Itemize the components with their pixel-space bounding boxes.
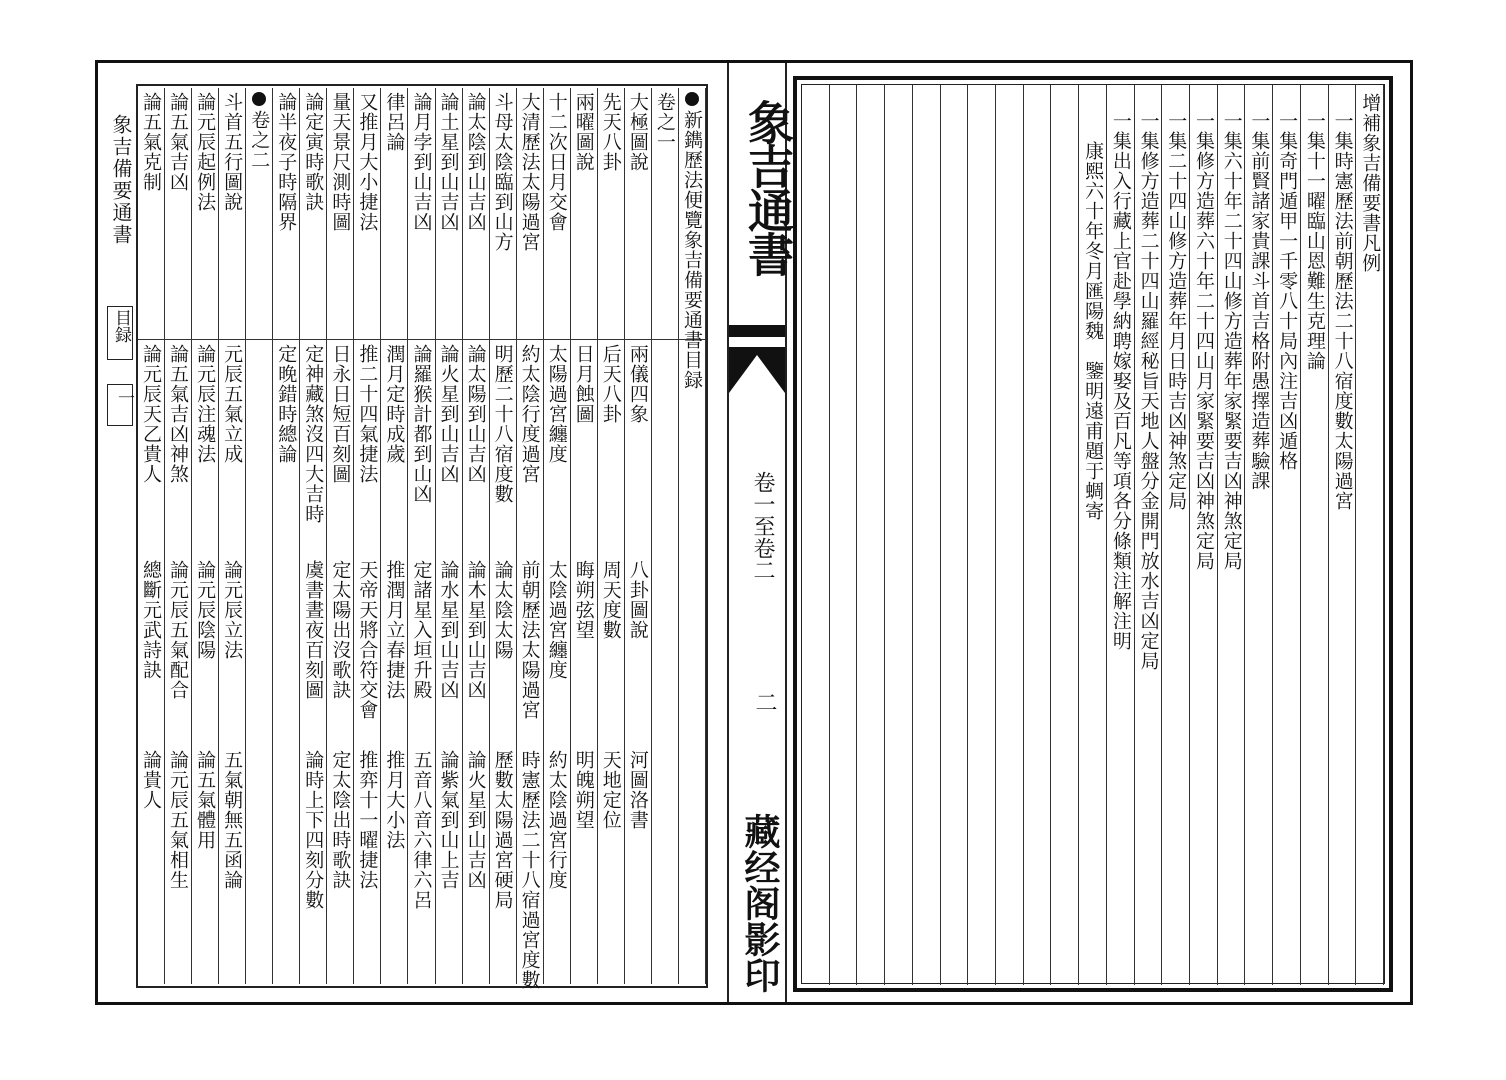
right-page xyxy=(787,68,1409,998)
toc-entry-top: 斗母太陰臨到山方 xyxy=(491,92,514,252)
preface-line: 康熙六十年冬月匯陽魏 鑒明遠甫題于蜩寄 xyxy=(1082,141,1105,521)
toc-entry: 河圖洛書 xyxy=(626,750,649,830)
toc-entry-top: 論土星到山吉凶 xyxy=(437,92,460,232)
preface-line: 一集六十年二十四山修方造葬年家緊要吉凶神煞定局 xyxy=(1220,111,1243,571)
toc-entry-top: 量天景尺測時圖 xyxy=(329,92,352,232)
toc-entry-top: 律呂論 xyxy=(383,92,406,152)
bullet-icon xyxy=(252,92,266,106)
toc-column xyxy=(138,88,165,984)
toc-entry-top: 卷之一 xyxy=(653,92,676,152)
ruled-column xyxy=(1024,85,1052,985)
toc-entry: 推弈十一曜捷法 xyxy=(356,750,379,890)
spine-band xyxy=(729,325,785,337)
toc-entry: 天地定位 xyxy=(599,750,622,830)
toc-entry: 后天八卦 xyxy=(599,344,622,424)
spine-title: 象吉通書 xyxy=(741,99,795,275)
ruled-column xyxy=(802,85,830,985)
margin-page-number: 一 xyxy=(114,389,134,406)
toc-entry: 日月蝕圖 xyxy=(572,344,595,424)
toc-entry: 周天度數 xyxy=(599,560,622,640)
ruled-column xyxy=(857,85,885,985)
toc-entry: 推潤月立春捷法 xyxy=(383,560,406,700)
toc-entry: 定諸星入垣升殿 xyxy=(410,560,433,700)
toc-column xyxy=(598,88,625,984)
toc-entry-top: 兩曜圖說 xyxy=(572,92,595,172)
ruled-column xyxy=(996,85,1024,985)
toc-entry: 明魄朔望 xyxy=(572,750,595,830)
toc-entry: 時憲歷法二十八宿過宮度數 xyxy=(518,750,541,990)
toc-entry: 明歷二十八宿度數 xyxy=(491,344,514,504)
toc-entry: 前朝歷法太陽過宮 xyxy=(518,560,541,720)
toc-entry-top: 論五氣克制 xyxy=(140,92,162,192)
toc-entry: 潤月定時成歲 xyxy=(383,344,406,464)
toc-entry: 日永日短百刻圖 xyxy=(329,344,352,484)
toc-entry: 論元辰天乙貴人 xyxy=(140,344,162,484)
toc-column xyxy=(246,88,273,984)
ruled-column xyxy=(913,85,941,985)
toc-entry: 定太陰出時歌訣 xyxy=(329,750,352,890)
toc-entry: 五音八音六律六呂 xyxy=(410,750,433,910)
toc-entry-top: 論元辰起例法 xyxy=(194,92,217,212)
toc-entry: 推月大小法 xyxy=(383,750,406,850)
spine-chevron xyxy=(729,355,785,393)
toc-entry: 定太陽出沒歌訣 xyxy=(329,560,352,700)
toc-column xyxy=(652,88,679,984)
toc-entry: 定晚錯時總論 xyxy=(275,344,298,464)
toc-entry-top: 先天八卦 xyxy=(599,92,622,172)
preface-line: 一集奇門遁甲一千零八十局內注吉凶遁格 xyxy=(1276,111,1299,471)
ruled-column xyxy=(830,85,858,985)
toc-column xyxy=(571,88,598,984)
toc-entry: 論元辰陰陽 xyxy=(194,560,217,660)
toc-entry-top: 大極圖說 xyxy=(626,92,649,172)
ruled-column xyxy=(941,85,969,985)
toc-entry-top: 論五氣吉凶 xyxy=(167,92,190,192)
toc-entry: 論五氣體用 xyxy=(194,750,217,850)
preface-line: 一集十一曜臨山恩難生克理論 xyxy=(1303,111,1326,371)
toc-entry: 論元辰注魂法 xyxy=(194,344,217,464)
toc-entry: 論元辰五氣配合 xyxy=(167,560,190,700)
left-page-margin xyxy=(103,84,136,988)
toc-column xyxy=(625,88,652,984)
toc-entry: 論元辰五氣相生 xyxy=(167,750,190,890)
toc-entry-top: 大清歷法太陽過宮 xyxy=(518,92,541,252)
ruled-column xyxy=(885,85,913,985)
toc-entry: 論貴人 xyxy=(140,750,162,810)
toc-entry: 論太陽到山吉凶 xyxy=(464,344,487,484)
toc-entry: 約太陰過宮行度 xyxy=(545,750,568,890)
preface-line: 一集修方造葬二十四山羅經秘旨天地人盤分金開門放水吉凶定局 xyxy=(1137,111,1160,671)
toc-entry: 總斷元武詩訣 xyxy=(140,560,162,680)
toc-entry: 論五氣吉凶神煞 xyxy=(167,344,190,484)
toc-entry: 論太陰太陽 xyxy=(491,560,514,660)
left-page xyxy=(103,68,728,998)
toc-entry: 論火星到山吉凶 xyxy=(437,344,460,484)
preface-line: 一集時憲歷法前朝歷法二十八宿度數太陽過宮 xyxy=(1331,111,1354,511)
toc-entry: 約太陰行度過宮 xyxy=(518,344,541,484)
preface-text xyxy=(801,84,1385,984)
spine-volume: 卷一至卷二 xyxy=(750,471,775,581)
toc-entry: 兩儀四象 xyxy=(626,344,649,424)
toc-entry: 太陰過宮纏度 xyxy=(545,560,568,680)
toc-entry-top: 卷之二 xyxy=(248,92,270,170)
spine-band xyxy=(729,347,785,355)
ruled-column xyxy=(968,85,996,985)
spine-page-number: 二 xyxy=(752,691,777,713)
ruled-column xyxy=(1051,85,1079,985)
toc-entry: 虞書晝夜百刻圖 xyxy=(302,560,325,700)
toc-entry-top: 十二次日月交會 xyxy=(545,92,568,232)
toc-entry: 論火星到山吉凶 xyxy=(464,750,487,890)
toc-entry: 定神藏煞沒四大吉時 xyxy=(302,344,325,524)
toc-entry: 歷數太陽過宮硬局 xyxy=(491,750,514,910)
toc-entry: 晦朔弦望 xyxy=(572,560,595,640)
toc-entry-top: 論月孛到山吉凶 xyxy=(410,92,433,232)
toc-entry: 推二十四氣捷法 xyxy=(356,344,379,484)
bullet-icon xyxy=(685,92,699,106)
book-spine xyxy=(727,63,795,1002)
toc-entry: 論羅猴計都到山凶 xyxy=(410,344,433,504)
toc-entry: 論水星到山吉凶 xyxy=(437,560,460,700)
toc-entry: 論紫氣到山上吉 xyxy=(437,750,460,890)
preface-line: 一集二十四山修方造葬年月日時吉凶神煞定局 xyxy=(1165,111,1188,511)
toc-entry: 論木星到山吉凶 xyxy=(464,560,487,700)
toc-entry-top: 論半夜子時隔界 xyxy=(275,92,298,232)
toc-entry-top: 新鐫歷法便覽象吉備要通書目録 xyxy=(681,92,703,390)
toc-entry: 太陽過宮纏度 xyxy=(545,344,568,464)
toc-entry: 論時上下四刻分數 xyxy=(302,750,325,910)
toc-entry-top: 論太陰到山吉凶 xyxy=(464,92,487,232)
preface-line: 一集修方造葬六十年二十四山月家緊要吉凶神煞定局 xyxy=(1193,111,1215,571)
toc-entry: 五氣朝無五函論 xyxy=(221,750,244,890)
preface-heading: 增補象吉備要書凡例 xyxy=(1359,93,1382,273)
toc-entry-top: 論定寅時歌訣 xyxy=(302,92,325,212)
toc-entry: 八卦圖說 xyxy=(626,560,649,640)
toc-entry-top: 斗首五行圖說 xyxy=(221,92,244,212)
publisher-mark: 藏经阁影印 xyxy=(739,813,781,993)
margin-section-label: 目録 xyxy=(111,309,131,343)
table-of-contents xyxy=(136,84,708,988)
toc-entry: 論元辰立法 xyxy=(221,560,244,660)
margin-book-title: 象吉備要通書 xyxy=(109,114,133,246)
toc-entry: 元辰五氣立成 xyxy=(221,344,244,464)
toc-entry: 天帝天將合符交會 xyxy=(356,560,379,720)
preface-line: 一集出入行藏上官赴學納聘嫁娶及百凡等項各分條類注解注明 xyxy=(1109,111,1132,651)
preface-line: 一集前賢諸家貴課斗首吉格附愚擇造葬驗課 xyxy=(1248,111,1271,491)
toc-entry-top: 又推月大小捷法 xyxy=(356,92,379,232)
